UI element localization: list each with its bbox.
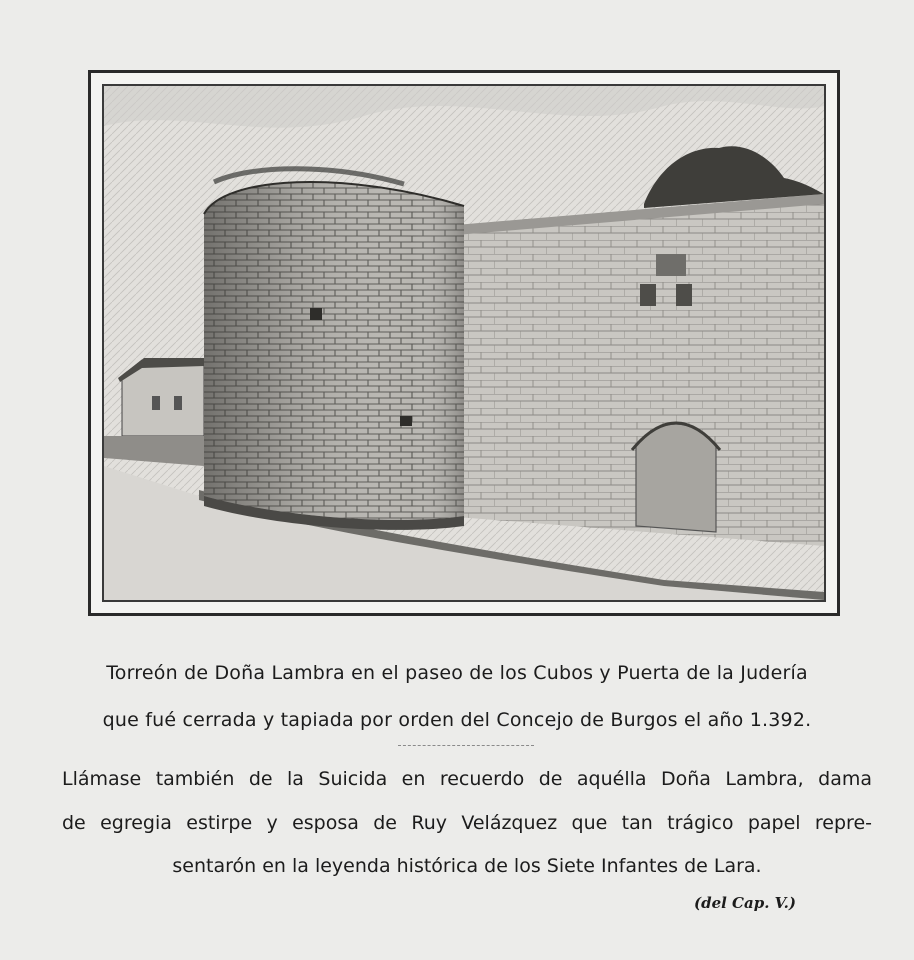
description-line-1: Llámase también de la Suicida en recuerdo de aquélla Doña Lambra, dama <box>62 768 872 790</box>
description-line-3: sentarón en la leyenda histórica de los Siete Infantes de Lara. <box>172 855 762 877</box>
tower-illustration <box>104 86 824 600</box>
chapter-citation: (del Cap. V.) <box>694 894 796 912</box>
figure-caption-line-2: que fué cerrada y tapiada por orden del Concejo de Burgos el año 1.392. <box>102 709 812 731</box>
figure-caption-line-1: Torreón de Doña Lambra en el paseo de los Cubos y Puerta de la Judería <box>106 662 808 684</box>
description-line-2: de egregia estirpe y esposa de Ruy Velázquez que tan trágico papel repre- <box>62 812 872 834</box>
tower-photograph <box>102 84 826 602</box>
caption-divider <box>398 745 534 746</box>
